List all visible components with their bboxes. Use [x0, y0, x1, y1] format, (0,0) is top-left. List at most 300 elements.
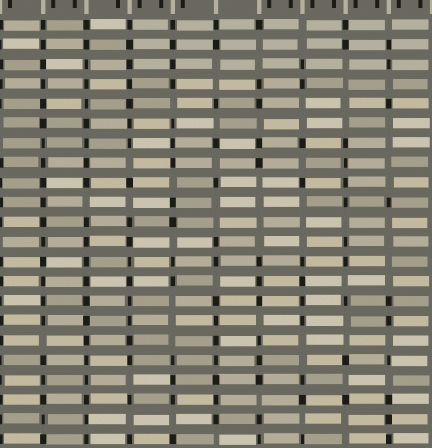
weft-bar [392, 394, 429, 404]
weft-bar [91, 335, 126, 345]
dark-mark [0, 40, 2, 50]
weft-bar [91, 434, 126, 444]
weft-bar [90, 158, 126, 168]
dark-mark [84, 158, 89, 168]
dark-mark [40, 217, 46, 227]
dark-mark [170, 60, 175, 70]
weft-bar [305, 413, 341, 423]
weft-bar [264, 78, 300, 88]
dark-mark [171, 395, 175, 405]
weft-bar [393, 336, 428, 346]
weft-bar [90, 40, 126, 50]
top-notch [181, 0, 185, 8]
weft-bar [91, 216, 126, 226]
weft-bar [306, 335, 343, 345]
weft-bar [177, 237, 212, 247]
dark-mark [128, 395, 132, 405]
weft-bar [46, 39, 82, 49]
weft-bar [5, 375, 40, 385]
top-notch [332, 0, 336, 8]
dark-mark [0, 277, 3, 287]
dark-mark [84, 336, 89, 346]
dark-mark [0, 316, 3, 326]
weft-bar [134, 335, 169, 345]
weft-bar [220, 118, 257, 128]
weft-bar [349, 394, 384, 404]
dark-mark [127, 217, 132, 227]
dark-mark [41, 375, 45, 385]
weft-bar [3, 237, 39, 247]
weft-bar [264, 413, 300, 423]
weft-bar [307, 118, 342, 128]
weft-bar [4, 433, 41, 443]
dark-mark [84, 277, 90, 287]
top-notch [397, 0, 401, 8]
weft-bar [5, 78, 40, 88]
weft-bar [263, 158, 299, 168]
weft-bar [3, 335, 39, 345]
weft-bar [175, 336, 212, 346]
weft-bar [89, 316, 126, 326]
weft-bar [264, 217, 300, 227]
weft-bar [393, 79, 428, 89]
weft-bar [47, 137, 82, 147]
dark-mark [170, 158, 175, 168]
weft-bar [134, 434, 169, 444]
dark-mark [126, 40, 133, 50]
weft-bar [393, 236, 428, 246]
dark-mark [128, 138, 131, 148]
weft-bar [220, 296, 256, 306]
dark-mark [0, 79, 3, 89]
weft-bar [349, 375, 386, 385]
dark-mark [170, 198, 176, 208]
weft-bar [3, 413, 39, 423]
weft-bar [349, 98, 385, 108]
weft-bar [47, 394, 82, 404]
weft-bar [4, 295, 41, 305]
dark-mark [256, 158, 263, 168]
weft-bar [351, 295, 386, 305]
dark-mark [127, 277, 132, 287]
weft-bar [132, 177, 169, 187]
dark-mark [84, 217, 89, 227]
weft-bar [90, 79, 126, 89]
dark-mark [41, 296, 45, 306]
weft-bar [46, 257, 82, 267]
dark-mark [387, 198, 391, 208]
weft-bar [91, 19, 126, 29]
dark-mark [40, 119, 47, 129]
dark-mark [256, 99, 262, 109]
weft-bar [348, 138, 385, 148]
weft-bar [262, 296, 299, 306]
dark-mark [170, 375, 175, 385]
dark-mark [0, 99, 2, 109]
top-notch [375, 0, 379, 8]
weft-bar [134, 119, 170, 129]
dark-mark [256, 296, 262, 306]
weft-bar [221, 40, 257, 50]
dark-mark [344, 158, 347, 168]
dark-mark [343, 178, 347, 188]
dark-mark [171, 138, 175, 148]
weft-bar [176, 256, 212, 266]
dark-mark [344, 198, 348, 208]
weft-bar [263, 58, 299, 68]
weft-bar [47, 20, 84, 30]
weft-bar [176, 59, 212, 69]
weft-bar [4, 99, 40, 109]
weft-bar [133, 374, 170, 384]
top-notch [138, 0, 142, 8]
dark-mark [127, 336, 133, 346]
weft-bar [134, 59, 170, 69]
weft-bar [48, 414, 83, 424]
dark-mark [299, 138, 305, 148]
weft-bar [348, 177, 385, 187]
weft-bar [177, 98, 212, 108]
dark-mark [0, 60, 3, 70]
weft-bar [218, 374, 255, 384]
weft-bar [348, 20, 385, 30]
weft-bar [90, 356, 127, 366]
dark-mark [84, 395, 89, 405]
weft-bar [264, 197, 300, 207]
weft-bar [47, 178, 83, 188]
dark-mark [40, 434, 46, 444]
weft-bar [221, 336, 257, 346]
weft-bar [262, 137, 297, 147]
weft-bar [176, 198, 212, 208]
weft-bar [47, 217, 84, 227]
weft-bar [349, 117, 385, 127]
top-notch [8, 0, 12, 8]
top-notch [418, 0, 422, 8]
weft-bar [349, 256, 385, 266]
weft-bar [176, 158, 212, 168]
dark-mark [386, 316, 391, 326]
dark-mark [85, 99, 89, 109]
dark-mark [126, 178, 133, 188]
weft-bar [392, 198, 428, 208]
dark-mark [257, 257, 262, 267]
dark-mark [301, 434, 304, 444]
dark-mark [84, 355, 88, 365]
weft-bar [177, 118, 214, 128]
dark-mark [128, 296, 132, 306]
dark-mark [386, 415, 393, 425]
dark-mark [342, 395, 349, 405]
weft-bar [177, 20, 213, 30]
dark-mark [83, 20, 89, 30]
dark-mark [171, 355, 174, 365]
weft-bar [220, 139, 255, 149]
weft-bar [47, 336, 84, 346]
dark-mark [127, 79, 132, 89]
weft-bar [133, 158, 170, 168]
weft-bar [219, 19, 254, 29]
weft-bar [47, 99, 82, 109]
dark-mark [213, 138, 219, 148]
weft-bar [394, 296, 429, 306]
weft-bar [307, 20, 342, 30]
dark-mark [344, 257, 348, 267]
dark-mark [127, 60, 133, 70]
dark-mark [387, 40, 391, 50]
weft-bar [307, 355, 342, 365]
weft-bar [3, 138, 40, 148]
weft-bar [393, 433, 428, 443]
weft-bar [90, 99, 125, 109]
dark-mark [127, 434, 132, 444]
weft-bar [91, 257, 127, 267]
dark-mark [213, 296, 219, 306]
weft-bar [4, 157, 39, 167]
dark-mark [41, 198, 46, 208]
weft-bar [393, 276, 429, 286]
weft-bar [90, 197, 126, 207]
weft-bar [221, 256, 256, 266]
weft-bar [349, 59, 386, 69]
dark-mark [40, 257, 46, 267]
weft-bar [262, 395, 299, 405]
weft-bar [177, 79, 213, 89]
weft-bar [220, 197, 255, 207]
dark-mark [126, 99, 132, 109]
dark-mark [0, 296, 2, 306]
weft-bar [91, 178, 126, 188]
weft-bar [263, 98, 299, 108]
weft-bar [47, 295, 82, 305]
weft-bar [48, 78, 83, 88]
weft-bar [220, 98, 255, 108]
dark-mark [258, 434, 261, 444]
dark-mark [41, 237, 45, 247]
weft-bar [220, 158, 255, 168]
weft-bar [177, 275, 213, 285]
weft-bar [48, 315, 84, 325]
dark-mark [300, 79, 305, 89]
dark-mark [214, 355, 218, 365]
weft-bar [91, 277, 126, 287]
dark-mark [301, 375, 305, 385]
weft-bar [46, 59, 82, 69]
weft-bar [393, 98, 429, 108]
weft-bar [177, 434, 214, 444]
dark-mark [343, 20, 349, 30]
dark-mark [83, 316, 90, 326]
weft-bar [306, 217, 341, 227]
weft-bar [3, 276, 39, 286]
weft-bar [177, 218, 213, 228]
dark-mark [41, 355, 46, 365]
weft-bar [307, 237, 342, 247]
dark-mark [343, 138, 348, 148]
dark-mark [171, 257, 174, 267]
dark-mark [257, 277, 262, 287]
weft-bar [391, 414, 427, 424]
weft-bar [263, 335, 299, 345]
weft-bar [220, 414, 255, 424]
dark-mark [0, 257, 3, 267]
dark-mark [300, 296, 304, 306]
weft-bar [306, 158, 341, 168]
dark-mark [41, 79, 45, 89]
weft-bar [394, 316, 429, 326]
weft-bar [306, 98, 341, 108]
dark-mark [84, 40, 89, 50]
weft-bar [264, 276, 300, 286]
dark-mark [83, 178, 89, 188]
weft-bar [134, 394, 169, 404]
weft-bar [219, 435, 256, 445]
weft-bar [392, 356, 428, 366]
weft-bar [348, 158, 384, 168]
dark-mark [84, 237, 89, 247]
dark-mark [0, 178, 2, 188]
weft-bar [134, 257, 169, 267]
weft-bar [350, 335, 386, 345]
dark-mark [386, 296, 392, 306]
weft-bar [220, 218, 257, 228]
weft-bar [47, 355, 84, 365]
dark-mark [0, 375, 2, 385]
dark-mark [0, 198, 3, 208]
weft-bar [349, 354, 384, 364]
weft-bar [392, 257, 428, 267]
weft-bar [391, 157, 428, 167]
dark-mark [0, 355, 2, 365]
weft-bar [306, 374, 342, 384]
weft-bar [177, 355, 213, 365]
weft-bar [264, 433, 299, 443]
dark-mark [83, 296, 89, 306]
weft-bar [47, 118, 82, 128]
weft-bar [306, 395, 343, 405]
dark-mark [127, 237, 133, 247]
weft-bar [264, 19, 299, 29]
weft-bar [221, 395, 257, 405]
weft-bar [220, 356, 255, 366]
weft-bar [133, 138, 170, 148]
weft-bar [263, 177, 299, 187]
weft-bar [134, 415, 169, 425]
weft-bar [4, 315, 40, 325]
weft-bar [3, 394, 39, 404]
dark-mark [127, 355, 132, 365]
weft-bar [133, 355, 169, 365]
dark-mark [170, 20, 175, 30]
weft-bar [5, 60, 40, 70]
weft-bar [133, 237, 169, 247]
dark-mark [257, 415, 262, 425]
weft-bar [392, 39, 429, 49]
weft-bar [305, 434, 342, 444]
dark-mark [256, 20, 263, 30]
dark-mark [169, 217, 176, 227]
dark-mark [214, 237, 219, 247]
dark-mark [84, 79, 88, 89]
dark-mark [41, 277, 45, 287]
weft-bar [393, 137, 430, 147]
dark-mark [40, 99, 46, 109]
weft-bar [91, 60, 126, 70]
weft-bar [307, 38, 342, 48]
weft-bar [3, 178, 39, 188]
top-notch [116, 0, 120, 8]
dark-mark [213, 40, 219, 50]
weft-bar [220, 60, 255, 70]
weft-bar [221, 177, 257, 187]
dark-mark [40, 178, 46, 188]
weft-bar [264, 374, 299, 384]
weft-bar [219, 80, 255, 90]
weft-bar [306, 256, 343, 266]
weft-bar [392, 19, 429, 29]
top-notch [267, 0, 271, 8]
weft-bar [176, 315, 213, 325]
dark-mark [41, 40, 46, 50]
weft-bar [264, 315, 300, 325]
weft-bar [132, 78, 169, 88]
weft-bar [394, 177, 429, 187]
dark-mark [42, 415, 45, 425]
weft-bar [176, 374, 213, 384]
weft-bar [133, 315, 169, 325]
weft-bar [4, 257, 40, 267]
weft-bar [263, 255, 300, 265]
weft-bar [351, 316, 386, 326]
dark-mark [171, 119, 174, 129]
weft-bar [307, 78, 343, 88]
weft-bar [90, 296, 125, 306]
weft-bar [392, 60, 428, 70]
weft-bar [89, 139, 126, 149]
weft-bar [306, 295, 341, 305]
weft-bar [349, 415, 385, 425]
dark-mark [214, 257, 219, 267]
dark-mark [128, 119, 132, 129]
dark-mark [171, 277, 175, 287]
dark-mark [300, 178, 305, 188]
weft-bar [350, 196, 385, 206]
weft-bar [175, 137, 211, 147]
dark-mark [256, 138, 262, 148]
top-notch [73, 0, 77, 8]
dark-mark [0, 20, 3, 30]
dark-mark [387, 60, 390, 70]
weft-bar [349, 433, 386, 443]
dark-mark [170, 434, 176, 444]
weft-bar [177, 177, 213, 187]
weft-bar [349, 218, 385, 228]
weft-bar [48, 157, 83, 167]
top-notch [289, 0, 293, 8]
dark-mark [42, 138, 45, 148]
top-notch [354, 0, 358, 8]
dark-mark [40, 395, 46, 405]
dark-mark [342, 355, 349, 365]
weft-bar [263, 39, 298, 49]
weft-bar [306, 178, 341, 188]
dark-mark [84, 119, 90, 129]
weft-bar [134, 98, 171, 108]
weft-bar [46, 434, 83, 444]
weft-bar [4, 217, 40, 227]
weft-bar [348, 80, 385, 90]
weft-bar [135, 216, 170, 226]
